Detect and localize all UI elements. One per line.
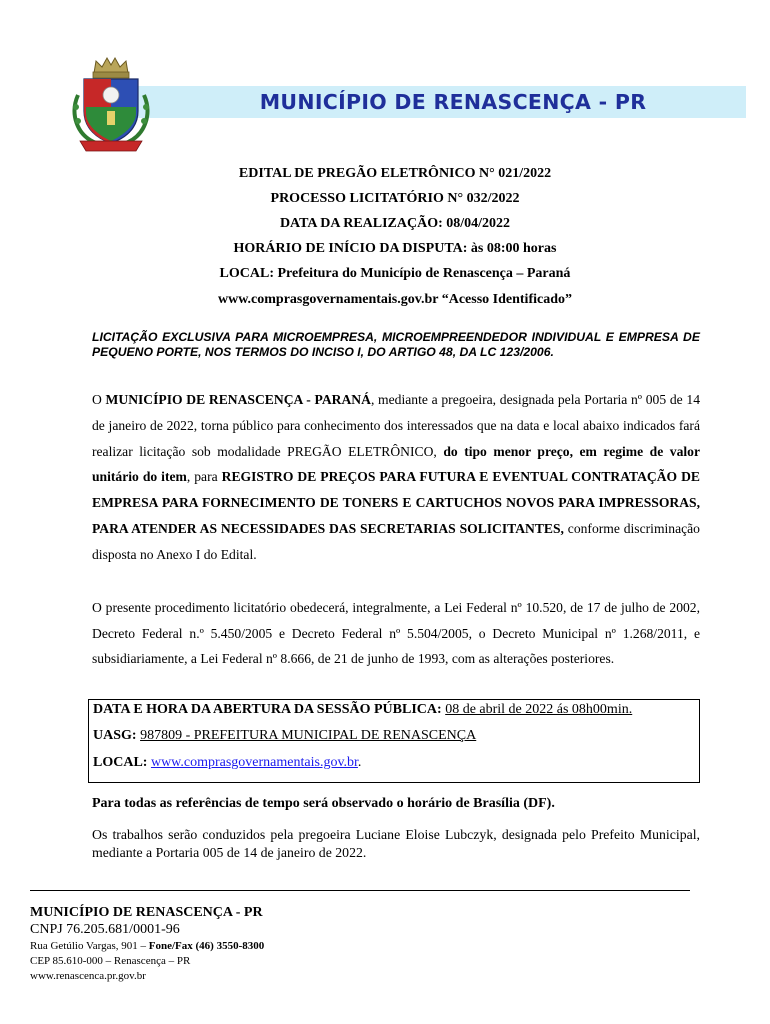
uasg-line: UASG: 987809 - PREFEITURA MUNICIPAL DE RENASCENÇA <box>93 728 477 743</box>
edital-number: EDITAL DE PREGÃO ELETRÔNICO N° 021/2022 <box>238 166 552 181</box>
page-title: MUNICÍPIO DE RENASCENÇA - PR <box>259 90 647 114</box>
data-realizacao: DATA DA REALIZAÇÃO: 08/04/2022 <box>279 216 511 231</box>
legal-basis-paragraph: O presente procedimento licitatório obedecerá, integralmente, a Lei Federal nº 10.520, de 17 de julho de 2002, Decreto Federal n.º 5.450/2005 e Decreto Federal nº 5.504/2005, o Decreto Municipal nº 1.268/2011, e subsidiariamente, a Lei Federal nº 8.666, de 21 de junho de 1993, com as alterações posteriores. <box>92 600 700 666</box>
exclusive-notice: LICITAÇÃO EXCLUSIVA PARA MICROEMPRESA, MICROEMPREENDEDOR INDIVIDUAL E EMPRESA DE PEQUENO PORTE, NOS TERMOS DO INCISO I, DO ARTIGO 48, DA LC 123/2006. <box>92 330 700 359</box>
footer-site: www.renascenca.pr.gov.br <box>30 970 146 982</box>
footer-divider <box>30 890 690 891</box>
local-line: LOCAL: Prefeitura do Município de Renascença – Paraná <box>219 266 571 281</box>
website-line: www.comprasgovernamentais.gov.br “Acesso Identificado” <box>217 292 572 307</box>
footer-name: MUNICÍPIO DE RENASCENÇA - PR <box>30 905 263 920</box>
intro-paragraph: O MUNICÍPIO DE RENASCENÇA - PARANÁ, mediante a pregoeira, designada pela Portaria nº 005 de 14 de janeiro de 2022, torna público para conhecimento dos interessados que na data e local abaixo indicados fará realizar licitação sob modalidade PREGÃO ELETRÔNICO, do tipo menor preço, em regime de valor unitário do item, para REGISTRO DE PREÇOS PARA FUTURA E EVENTUAL CONTRATAÇÃO DE EMPRESA PARA FORNECIMENTO DE TONERS E CARTUCHOS NOVOS PARA IMPRESSORAS, PARA ATENDER AS NECESSIDADES DAS SECRETARIAS SOLICITANTES, conforme discriminação disposta no Anexo I do Edital. <box>92 392 701 562</box>
session-local-line: LOCAL: www.comprasgovernamentais.gov.br. <box>93 755 362 770</box>
footer-cnpj: CNPJ 76.205.681/0001-96 <box>30 922 180 937</box>
horario-disputa: HORÁRIO DE INÍCIO DA DISPUTA: às 08:00 horas <box>233 241 557 256</box>
session-date-line: DATA E HORA DA ABERTURA DA SESSÃO PÚBLICA: 08 de abril de 2022 ás 08h00min. <box>93 702 633 717</box>
processo-number: PROCESSO LICITATÓRIO N° 032/2022 <box>270 191 520 206</box>
pregoeira-paragraph: Os trabalhos serão conduzidos pela pregoeira Luciane Eloise Lubczyk, designada pelo Prefeito Municipal, mediante a Portaria 005 de 14 de janeiro de 2022. <box>92 827 700 860</box>
compras-link[interactable]: www.comprasgovernamentais.gov.br <box>150 755 358 770</box>
time-reference-note: Para todas as referências de tempo será observado o horário de Brasília (DF). <box>92 796 555 811</box>
coat-of-arms-icon <box>66 55 156 153</box>
footer-address: Rua Getúlio Vargas, 901 – Fone/Fax (46) 3550-8300 <box>30 940 265 952</box>
session-info-box <box>88 699 700 783</box>
footer-cep: CEP 85.610-000 – Renascença – PR <box>30 955 191 967</box>
